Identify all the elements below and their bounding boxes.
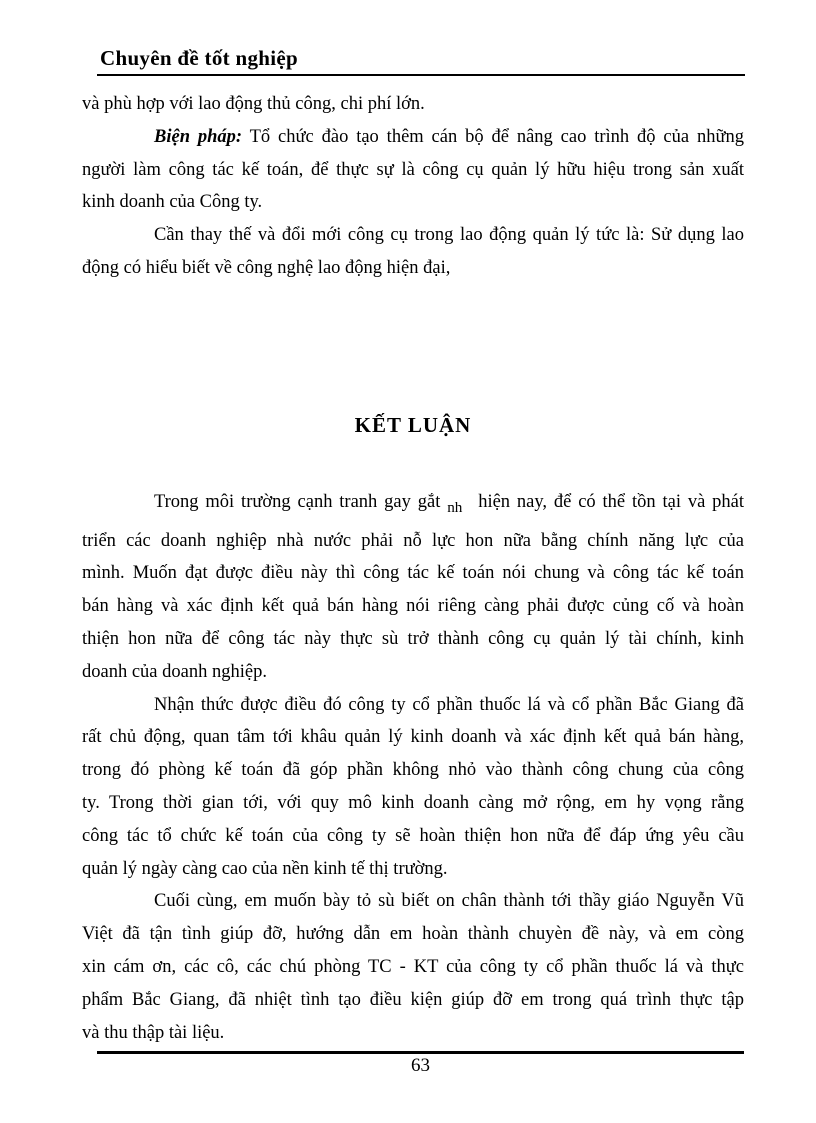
text-run: trong đó phòng kế toán đã góp phần không nhỏ vào thành công chung của công (82, 760, 744, 781)
text-run: Việt đã tận tình giúp đỡ, hướng dẫn em hoàn thành chuyèn đề này, và em còng (82, 924, 744, 945)
text-run: quản lý ngày càng cao của nền kinh tế thị trường. (82, 858, 448, 879)
paragraphs-after-heading (82, 486, 744, 1050)
text-line (82, 154, 744, 187)
paragraph (82, 219, 744, 285)
text-line (82, 820, 744, 853)
paragraph (82, 486, 744, 689)
text-line (82, 623, 744, 656)
text-run: ty. Trong thời gian tới, với quy mô kinh doanh càng mở rộng, em hy vọng rằng (82, 792, 744, 813)
text-line (82, 721, 744, 754)
text-line (82, 219, 744, 252)
text-run: xin cám ơn, các cô, các chú phòng TC - KT của công ty cổ phần thuốc lá và thực (82, 956, 744, 977)
text-run: và thu thập tài liệu. (82, 1022, 225, 1043)
text-line (82, 885, 744, 918)
text-run: Nhận thức được điều đó công ty cổ phần thuốc lá và cổ phần Bắc Giang đã (154, 694, 744, 715)
text-line (82, 689, 744, 722)
text-run: mình. Muốn đạt được điều này thì công tác kế toán nói chung và công tác kế toán (82, 563, 744, 584)
paragraph (82, 885, 744, 1049)
text-line (82, 486, 744, 525)
text-run: Cần thay thế và đổi mới công cụ trong lao động quản lý tức là: Sử dụng lao (154, 225, 744, 246)
lead-in-label: Biện pháp: (154, 126, 243, 147)
text-line (82, 656, 744, 689)
text-run: rất chủ động, quan tâm tới khâu quản lý kinh doanh và xác định kết quả bán hàng, (82, 727, 744, 748)
text-run: động có hiểu biết về công nghệ lao động hiện đại, (82, 257, 451, 278)
text-run: Cuối cùng, em muốn bày tỏ sù biết on chân thành tới thầy giáo Nguyễn Vũ (154, 891, 744, 912)
text-run: triển các doanh nghiệp nhà nước phải nỗ lực hon nữa bằng chính năng lực của (82, 530, 744, 551)
text-line (82, 88, 744, 121)
text-line (82, 984, 744, 1017)
text-run: doanh của doanh nghiệp. (82, 661, 267, 682)
document-body (82, 88, 744, 1049)
text-line (82, 186, 744, 219)
text-run: Trong môi trường cạnh tranh gay gắt (154, 491, 448, 512)
header-title: Chuyên đề tốt nghiệp (100, 46, 298, 70)
text-run: bán hàng và xác định kết quả bán hàng nói riêng càng phải được củng cố và hoàn (82, 596, 744, 617)
text-line (82, 121, 744, 154)
page-number: 63 (411, 1055, 430, 1076)
subscript-text: nh (447, 498, 463, 516)
text-run: người làm công tác kế toán, để thực sự là công cụ quản lý hữu hiệu trong sản xuất (82, 159, 744, 180)
text-line (82, 252, 744, 285)
text-run: và phù hợp với lao động thủ công, chi phí lớn. (82, 94, 425, 114)
paragraphs-before-heading (82, 88, 744, 285)
paragraph (82, 689, 744, 886)
paragraph (82, 121, 744, 219)
text-line (82, 754, 744, 787)
text-line (82, 557, 744, 590)
text-line (82, 918, 744, 951)
text-run: kinh doanh của Công ty. (82, 192, 263, 213)
paragraph (82, 88, 744, 121)
section-heading: KẾT LUẬN (354, 412, 472, 437)
page-header (97, 46, 745, 76)
text-run: thiện hon nữa để công tác này thực sù trở thành công cụ quản lý tài chính, kinh (82, 628, 744, 649)
text-run: Tổ chức đào tạo thêm cán bộ để nâng cao trình độ của những (242, 126, 744, 147)
text-run: phẩm Bắc Giang, đã nhiệt tình tạo điều kiện giúp đỡ em trong quá trình thực tập (82, 989, 744, 1010)
text-line (82, 590, 744, 623)
text-run: công tác tổ chức kế toán của công ty sẽ hoàn thiện hon nữa để đáp ứng yêu cầu (82, 825, 744, 846)
text-line (82, 1017, 744, 1050)
text-line (82, 787, 744, 820)
text-run: hiện nay, để có thể tồn tại và phát (471, 491, 744, 512)
text-line (82, 951, 744, 984)
text-line (82, 525, 744, 558)
page-footer (97, 1051, 744, 1078)
text-line (82, 853, 744, 886)
